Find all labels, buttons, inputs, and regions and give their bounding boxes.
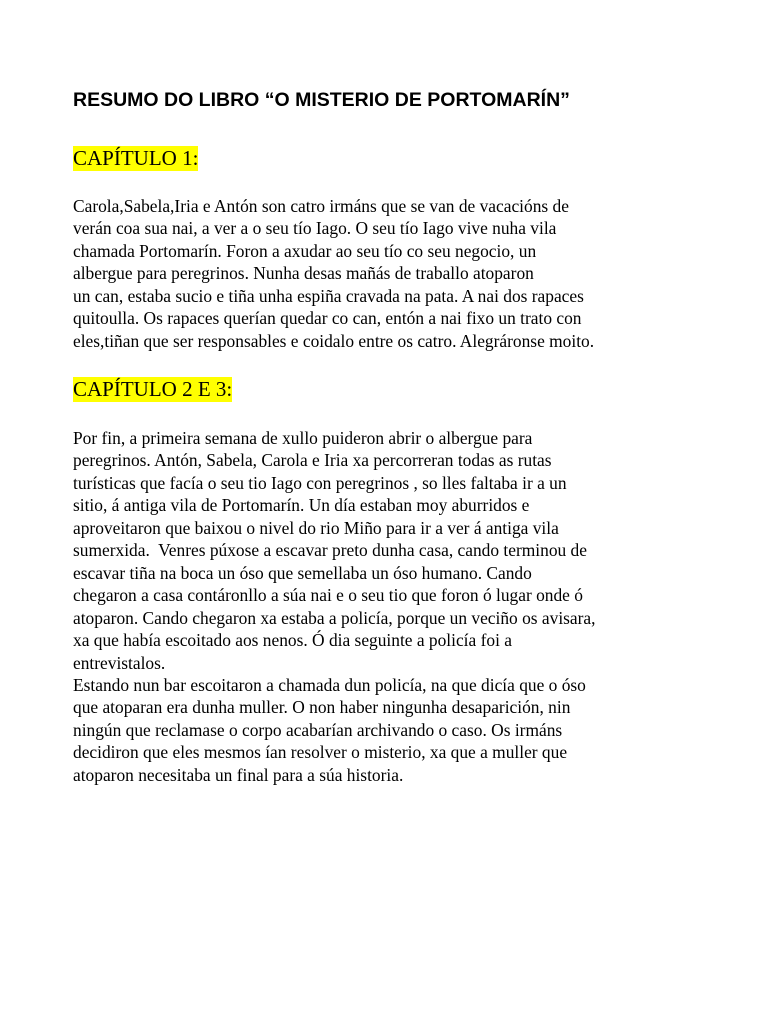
document-title: RESUMO DO LIBRO “O MISTERIO DE PORTOMARÍN”: [73, 89, 570, 111]
text-line: atoparon necesitaba un final para a súa historia.: [73, 764, 404, 785]
chapter-2-3-heading-text: CAPÍTULO 2 E 3:: [73, 377, 233, 401]
text-line: quitoulla. Os rapaces querían quedar co can, entón a nai fixo un trato con: [73, 308, 582, 329]
text-line: chegaron a casa contáronllo a súa nai e o seu tio que foron ó lugar onde ó: [73, 585, 583, 606]
chapter-1-heading-text: CAPÍTULO 1:: [73, 146, 199, 170]
text-line: un can, estaba sucio e tiña unha espiña cravada na pata. A nai dos rapaces: [73, 285, 584, 306]
text-line: entrevistalos.: [73, 652, 166, 673]
text-line: escavar tiña na boca un óso que semellaba un óso humano. Cando: [73, 562, 532, 583]
text-line: chamada Portomarín. Foron a axudar ao seu tío co seu negocio, un: [73, 240, 537, 261]
text-line: eles,tiñan que ser responsables e coidalo entre os catro. Alegráronse moito.: [73, 330, 595, 351]
text-line: xa que había escoitado aos nenos. Ó dia seguinte a policía foi a: [73, 630, 512, 651]
text-line: verán coa sua nai, a ver a o seu tío Iago. O seu tío Iago vive nuha vila: [73, 218, 557, 239]
text-line: sumerxida. Venres púxose a escavar preto dunha casa, cando terminou de: [73, 540, 587, 561]
text-line: Estando nun bar escoitaron a chamada dun policía, na que dicía que o óso: [73, 675, 586, 695]
text-line: peregrinos. Antón, Sabela, Carola e Iria xa percorreran todas as rutas: [73, 450, 552, 471]
text-line: sitio, á antiga vila de Portomarín. Un día estaban moy aburridos e: [73, 495, 530, 516]
text-line: Carola,Sabela,Iria e Antón son catro irmáns que se van de vacacións de: [73, 196, 569, 216]
chapter-2-3-paragraph-2: [73, 674, 586, 786]
chapter-1-heading: [73, 146, 198, 171]
chapter-2-3-paragraph-1: [73, 427, 596, 674]
chapter-1-paragraph: [73, 195, 594, 352]
text-line: atoparon. Cando chegaron xa estaba a policía, porque un veciño os avisara,: [73, 607, 596, 628]
text-line: Por fin, a primeira semana de xullo puideron abrir o albergue para: [73, 428, 533, 448]
text-line: turísticas que facía o seu tio Iago con peregrinos , so lles faltaba ir a un: [73, 472, 567, 493]
text-line: ningún que reclamase o corpo acabarían archivando o caso. Os irmáns: [73, 719, 563, 740]
text-line: decidiron que eles mesmos ían resolver o misterio, xa que a muller que: [73, 742, 568, 763]
chapter-2-3-heading: [73, 377, 232, 402]
text-line: albergue para peregrinos. Nunha desas mañás de traballo atoparon: [73, 263, 534, 284]
text-line: que atoparan era dunha muller. O non haber ningunha desaparición, nin: [73, 697, 571, 718]
text-line: aproveitaron que baixou o nivel do rio Miño para ir a ver á antiga vila: [73, 517, 559, 538]
